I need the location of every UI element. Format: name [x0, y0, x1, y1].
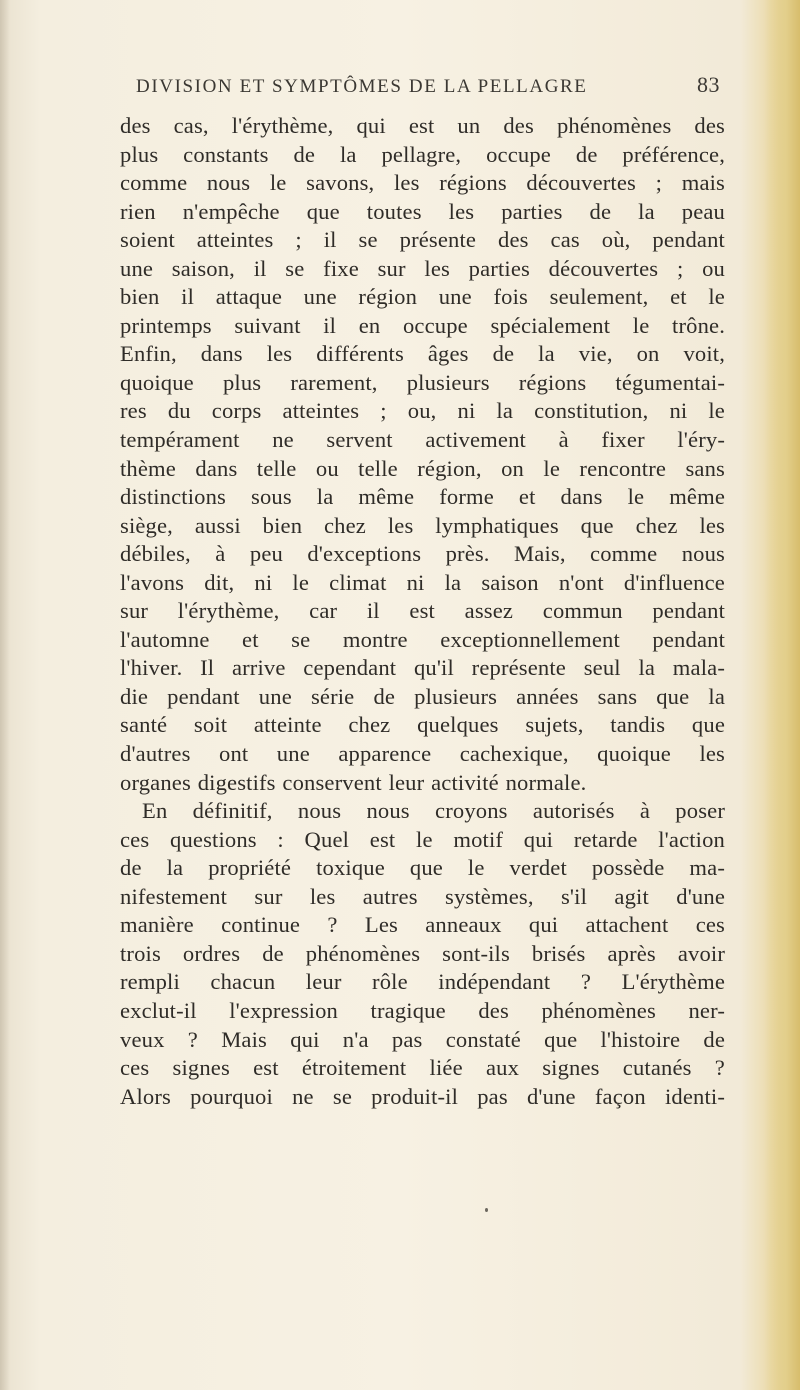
text-line: quoique plus rarement, plusieurs régions tégumentai- [120, 369, 725, 395]
text-line: die pendant une série de plusieurs années sans que la [120, 683, 725, 709]
text-line: de la propriété toxique que le verdet possède ma- [120, 855, 725, 881]
text-line: débiles, à peu d'exceptions près. Mais, comme nous [120, 541, 725, 567]
text-line: Alors pourquoi ne se produit-il pas d'une façon identi- [120, 1083, 725, 1109]
text-line: printemps suivant il en occupe spécialement le trône. [120, 312, 725, 338]
text-line: soient atteintes ; il se présente des cas où, pendant [120, 227, 725, 253]
text-line: rempli chacun leur rôle indépendant ? L'érythème [120, 969, 725, 995]
text-line: tempérament ne servent activement à fixer l'éry- [120, 427, 725, 453]
text-line: exclut-il l'expression tragique des phénomènes ner- [120, 997, 725, 1023]
text-line: Enfin, dans les différents âges de la vie, on voit, [120, 341, 725, 367]
text-line: sur l'érythème, car il est assez commun pendant [120, 598, 725, 624]
text-line: trois ordres de phénomènes sont-ils brisés après avoir [120, 940, 725, 966]
text-line: l'hiver. Il arrive cependant qu'il représente seul la mala- [120, 655, 725, 681]
page-right-edge-discoloration [764, 0, 800, 1390]
text-line: distinctions sous la même forme et dans le même [120, 484, 725, 510]
running-head [120, 72, 720, 102]
text-line: organes digestifs conservent leur activité normale. [120, 769, 587, 795]
text-line: siège, aussi bien chez les lymphatiques que chez les [120, 512, 725, 538]
page-number: 83 [697, 72, 720, 97]
text-line: l'automne et se montre exceptionnellement pendant [120, 626, 725, 652]
text-line: ces questions : Quel est le motif qui retarde l'action [120, 826, 725, 852]
text-line: En définitif, nous nous croyons autorisés à poser [142, 798, 725, 824]
text-line: des cas, l'érythème, qui est un des phénomènes des [120, 113, 725, 138]
body-text [120, 112, 725, 1111]
text-line: d'autres ont une apparence cachexique, quoique les [120, 741, 725, 767]
text-line: une saison, il se fixe sur les parties découvertes ; ou [120, 255, 725, 281]
text-line: bien il attaque une région une fois seulement, et le [120, 284, 725, 310]
text-line: ces signes est étroitement liée aux signes cutanés ? [120, 1055, 725, 1081]
text-line: manière continue ? Les anneaux qui attachent ces [120, 912, 725, 938]
text-line: comme nous le savons, les régions découvertes ; mais [120, 170, 725, 196]
ink-speck [485, 1208, 488, 1212]
text-line: veux ? Mais qui n'a pas constaté que l'histoire de [120, 1026, 725, 1052]
text-line: res du corps atteintes ; ou, ni la constitution, ni le [120, 398, 725, 424]
running-title: DIVISION ET SYMPTÔMES DE LA PELLAGRE [136, 76, 588, 97]
text-line: santé soit atteinte chez quelques sujets, tandis que [120, 712, 725, 738]
text-line: l'avons dit, ni le climat ni la saison n'ont d'influence [120, 569, 725, 595]
text-line: thème dans telle ou telle région, on le rencontre sans [120, 455, 725, 481]
text-line: plus constants de la pellagre, occupe de préférence, [120, 141, 725, 167]
page-left-edge-shadow [0, 0, 10, 1390]
text-line: rien n'empêche que toutes les parties de la peau [120, 198, 725, 224]
text-line: nifestement sur les autres systèmes, s'il agit d'une [120, 883, 725, 909]
